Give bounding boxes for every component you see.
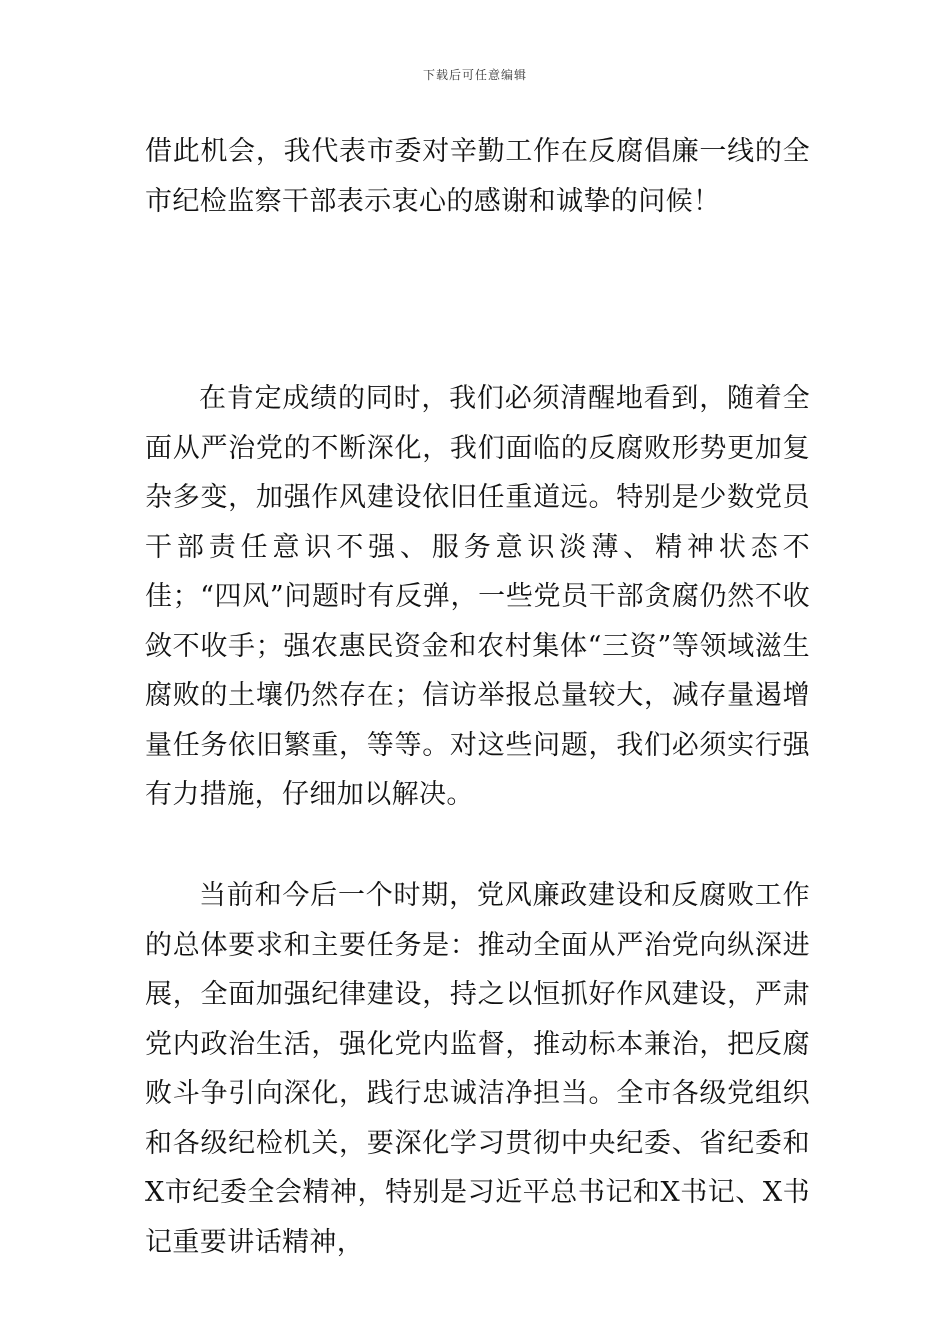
paragraph-3: 当前和今后一个时期，党风廉政建设和反腐败工作的总体要求和主要任务是：推动全面从严治党向纵深进展，全面加强纪律建设，持之以恒抓好作风建设，严肃党内政治生活，强化党内监督，推动标本兼治，把反腐败斗争引向深化，践行忠诚洁净担当。全市各级党组织和各级纪检机关，要深化学习贯彻中央纪委、省纪委和X市纪委全会精神，特别是习近平总书记和X书记、X书记重要讲话精神，: [145, 880, 810, 1258]
paragraph-1: 借此机会，我代表市委对辛勤工作在反腐倡廉一线的全市纪检监察干部表示衷心的感谢和诚挚的问候！: [145, 136, 810, 217]
paragraph-2: 在肯定成绩的同时，我们必须清醒地看到，随着全面从严治党的不断深化，我们面临的反腐败形势更加复杂多变，加强作风建设依旧任重道远。特别是少数党员干部责任意识不强、服务意识淡薄、精神状态不佳；“四风”问题时有反弹，一些党员干部贪腐仍然不收敛不收手；强农惠民资金和农村集体“三资”等领域滋生腐败的土壤仍然存在；信访举报总量较大，减存量遏增量任务依旧繁重，等等。对这些问题，我们必须实行强有力措施，仔细加以解决。: [145, 383, 810, 810]
page-header: 下载后可任意编辑: [422, 68, 527, 82]
